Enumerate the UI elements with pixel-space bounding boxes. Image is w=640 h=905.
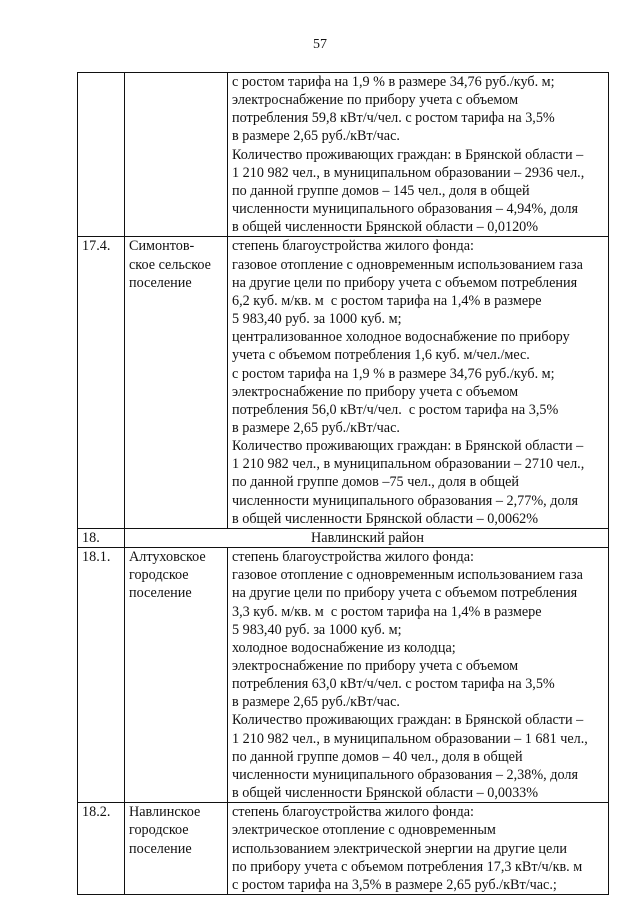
description-line: использованием электрической энергии на другие цели [232, 840, 567, 857]
district-heading: Навлинский район [125, 528, 609, 547]
description-line: в размере 2,65 руб./кВт/час. [232, 694, 400, 711]
table-row [78, 548, 609, 803]
settlement-name-line: Алтуховское [129, 549, 206, 566]
description-line: 5 983,40 руб. за 1000 куб. м; [232, 311, 402, 328]
description-line: 1 210 982 чел., в муниципальном образовании – 1 681 чел., [232, 730, 588, 747]
description-line: 6,2 куб. м/кв. м с ростом тарифа на 1,4% в размере [232, 292, 542, 309]
description-line: учета с объемом потребления 1,6 куб. м/чел./мес. [232, 347, 530, 364]
description-line: Количество проживающих граждан: в Брянской области – [232, 146, 584, 163]
settlement-name-line: ское сельское [129, 256, 211, 273]
settlement-name-line: городское [129, 567, 189, 584]
table-body [78, 73, 609, 895]
description-line: степень благоустройства жилого фонда: [232, 804, 474, 821]
description-line: в общей численности Брянской области – 0,0062% [232, 510, 539, 527]
description-line: централизованное холодное водоснабжение по прибору [232, 329, 570, 346]
description-line: степень благоустройства жилого фонда: [232, 238, 474, 255]
row-number: 18.1. [78, 548, 125, 803]
housing-description [228, 548, 609, 803]
settlement-name [125, 803, 228, 895]
description-line: электроснабжение по прибору учета с объемом [232, 383, 519, 400]
description-line: потребления 56,0 кВт/ч/чел. с ростом тарифа на 3,5% [232, 401, 559, 418]
description-line: электрическое отопление с одновременным [232, 822, 496, 839]
housing-description [228, 803, 609, 895]
settlement-name-line: Симонтов- [129, 238, 195, 255]
settlement-name-line: Навлинское [129, 804, 201, 821]
description-line: газовое отопление с одновременным использованием газа [232, 256, 583, 273]
description-line: 1 210 982 чел., в муниципальном образовании – 2710 чел., [232, 456, 585, 473]
description-line: численности муниципального образования – 2,77%, доля [232, 492, 578, 509]
description-line: потребления 59,8 кВт/ч/чел. с ростом тарифа на 3,5% [232, 110, 555, 127]
description-line: по данной группе домов – 40 чел., доля в общей [232, 748, 523, 765]
description-line: газовое отопление с одновременным использованием газа [232, 567, 583, 584]
description-line: 3,3 куб. м/кв. м с ростом тарифа на 1,4% в размере [232, 603, 542, 620]
table-row [78, 73, 609, 237]
description-line: 5 983,40 руб. за 1000 куб. м; [232, 621, 402, 638]
description-line: электроснабжение по прибору учета с объемом [232, 658, 519, 674]
description-line: Количество проживающих граждан: в Брянской области – [232, 438, 584, 455]
table-row [78, 803, 609, 895]
description-line: холодное водоснабжение из колодца; [232, 639, 456, 656]
description-line: в размере 2,65 руб./кВт/час. [232, 128, 400, 145]
settlement-name-line: городское [129, 822, 189, 839]
housing-description [228, 73, 609, 237]
tariff-table [77, 72, 609, 895]
description-line: по данной группе домов –75 чел., доля в общей [232, 474, 520, 491]
description-line: с ростом тарифа на 1,9 % в размере 34,76 руб./куб. м; [232, 365, 555, 382]
row-number: 18. [78, 528, 125, 547]
description-line: по данной группе домов – 145 чел., доля в общей [232, 182, 530, 199]
settlement-name-line: поселение [129, 840, 192, 857]
description-line: с ростом тарифа на 3,5% в размере 2,65 руб./кВт/час.; [232, 876, 557, 893]
description-line: Количество проживающих граждан: в Брянской области – [232, 712, 584, 729]
description-line: степень благоустройства жилого фонда: [232, 549, 474, 566]
description-line: потребления 63,0 кВт/ч/чел. с ростом тарифа на 3,5% [232, 676, 555, 693]
table-row [78, 237, 609, 529]
description-line: в общей численности Брянской области – 0,0120% [232, 219, 539, 236]
description-line: в размере 2,65 руб./кВт/час. [232, 419, 400, 436]
description-line: в общей численности Брянской области – 0,0033% [232, 785, 539, 802]
description-line: 1 210 982 чел., в муниципальном образовании – 2936 чел., [232, 164, 585, 181]
description-line: электроснабжение по прибору учета с объемом [232, 92, 519, 109]
settlement-name [125, 73, 228, 237]
description-line: численности муниципального образования – 4,94%, доля [232, 201, 578, 218]
page-number: 57 [313, 37, 327, 52]
housing-description [228, 237, 609, 529]
settlement-name [125, 548, 228, 803]
description-line: на другие цели по прибору учета с объемом потребления [232, 585, 578, 602]
settlement-name-line: поселение [129, 585, 192, 602]
description-line: по прибору учета с объемом потребления 17,3 кВт/ч/кв. м [232, 858, 583, 875]
row-number: 17.4. [78, 237, 125, 529]
table-row [78, 528, 609, 547]
row-number [78, 73, 125, 237]
description-line: численности муниципального образования – 2,38%, доля [232, 766, 578, 783]
settlement-name [125, 237, 228, 529]
row-number: 18.2. [78, 803, 125, 895]
description-line: с ростом тарифа на 1,9 % в размере 34,76 руб./куб. м; [232, 74, 555, 90]
description-line: на другие цели по прибору учета с объемом потребления [232, 274, 578, 291]
settlement-name-line: поселение [129, 274, 192, 291]
